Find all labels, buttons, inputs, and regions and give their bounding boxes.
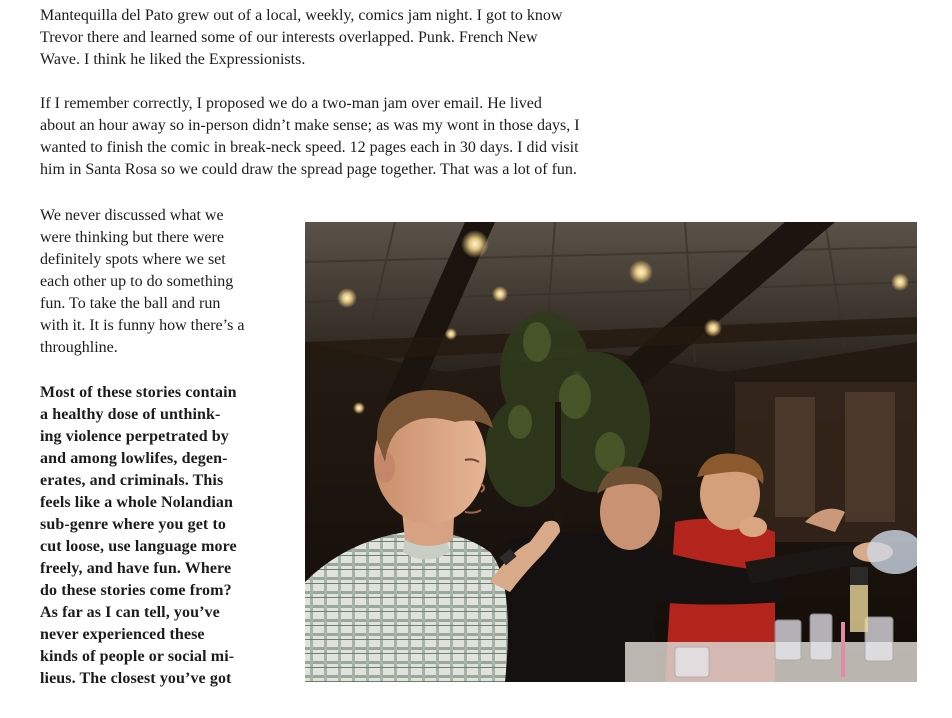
text-line: kinds of people or social mi- — [40, 648, 235, 665]
paragraph-throughline — [40, 205, 244, 359]
text-line: him in Santa Rosa so we could draw the spread page together. That was a lot of fun. — [40, 161, 577, 178]
text-line: If I remember correctly, I proposed we do a two-man jam over email. He lived — [40, 95, 542, 112]
text-line: definitely spots where we set — [40, 251, 226, 268]
text-line: freely, and have fun. Where — [40, 560, 232, 577]
text-line: Trevor there and learned some of our interests overlapped. Punk. French New — [40, 29, 538, 46]
text-line: Wave. I think he liked the Expressionists. — [40, 51, 306, 68]
text-line: cut loose, use language more — [40, 538, 237, 555]
paragraph-jam — [40, 93, 580, 181]
text-line: ing violence perpetrated by — [40, 428, 229, 445]
restaurant-photo — [305, 222, 917, 682]
text-line: each other up to do something — [40, 273, 234, 290]
text-line: never experienced these — [40, 626, 205, 643]
paragraph-intro — [40, 5, 562, 71]
text-line: sub-genre where you get to — [40, 516, 226, 533]
text-line: Most of these stories contain — [40, 384, 237, 401]
text-line: lieus. The closest you’ve got — [40, 670, 232, 687]
text-line: We never discussed what we — [40, 207, 224, 224]
text-line: As far as I can tell, you’ve — [40, 604, 220, 621]
text-line: wanted to finish the comic in break-neck speed. 12 pages each in 30 days. I did visit — [40, 139, 579, 156]
text-line: fun. To take the ball and run — [40, 295, 221, 312]
text-line: with it. It is funny how there’s a — [40, 317, 245, 334]
text-line: feels like a whole Nolandian — [40, 494, 234, 511]
text-line: a healthy dose of unthink- — [40, 406, 221, 423]
text-line: and among lowlifes, degen- — [40, 450, 228, 467]
interview-question — [40, 382, 237, 690]
text-line: erates, and criminals. This — [40, 472, 224, 489]
text-line: about an hour away so in-person didn’t make sense; as was my wont in those days, I — [40, 117, 580, 134]
text-line: Mantequilla del Pato grew out of a local, weekly, comics jam night. I got to know — [40, 7, 563, 24]
text-line: do these stories come from? — [40, 582, 232, 599]
text-line: were thinking but there were — [40, 229, 224, 246]
text-line: throughline. — [40, 339, 118, 356]
